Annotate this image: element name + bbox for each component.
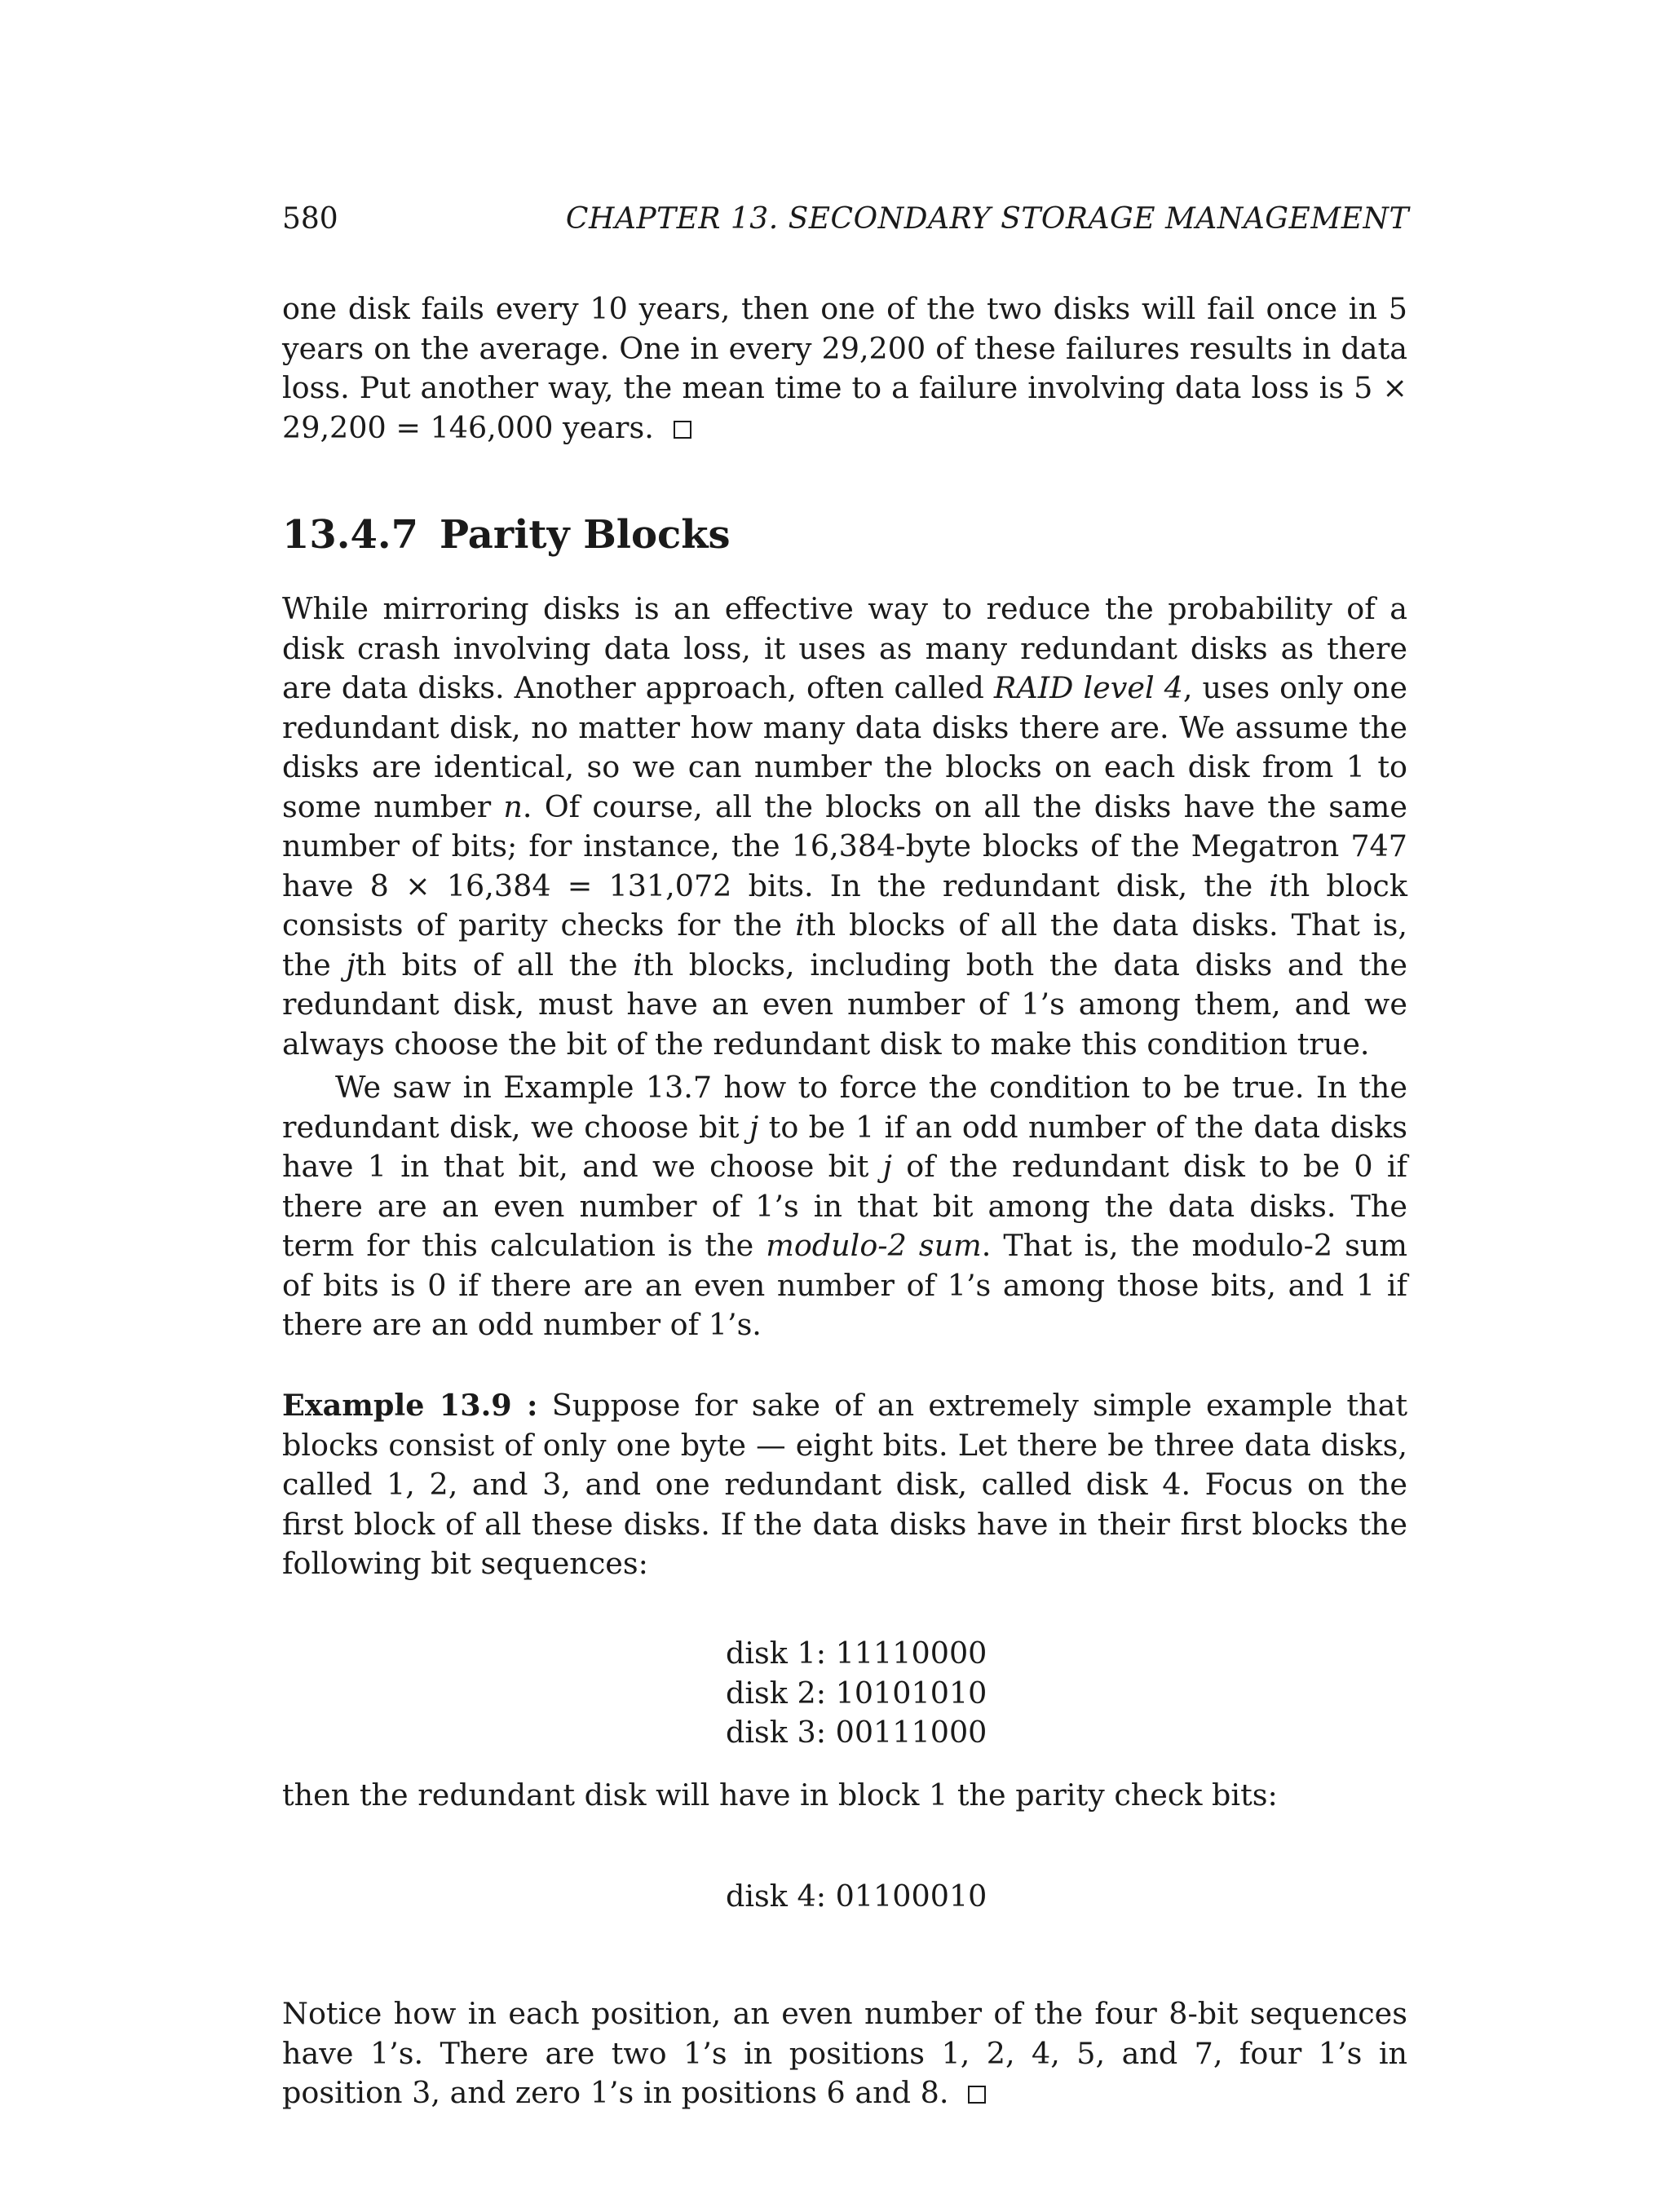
section-heading <box>282 512 731 558</box>
paragraph-modulo-2 <box>282 1068 1407 1345</box>
paragraph-continuation <box>282 289 1407 448</box>
term-raid-level-4: RAID level 4 <box>993 670 1183 705</box>
math-var-i: i <box>1269 868 1279 903</box>
disk-2-bits: disk 2: 10101010 <box>726 1675 987 1711</box>
paragraph-parity-intro <box>282 589 1407 1064</box>
math-var-n: n <box>503 788 523 824</box>
end-of-proof-icon <box>674 421 691 439</box>
running-head <box>282 202 1409 243</box>
conclusion-paragraph <box>282 1994 1407 2113</box>
math-var-i: i <box>633 947 643 982</box>
math-var-j: j <box>882 1149 892 1184</box>
end-of-example-icon <box>968 2086 986 2104</box>
text-run: . That is, the modulo-2 sum of bits is 0 if there are an even number of 1’s among those bits, and 1 if there are an odd number of 1’s. <box>282 1228 1407 1342</box>
chapter-title: CHAPTER 13. SECONDARY STORAGE MANAGEMENT <box>565 202 1409 236</box>
text-run: to be 1 if an odd number of the data disks have 1 in that bit, and we choose bit <box>282 1109 1407 1184</box>
text-run: th blocks of all the data disks. That is, the <box>282 907 1407 982</box>
page-number: 580 <box>282 202 338 236</box>
text-run: of the redundant disk to be 0 if there are an even number of 1’s in that bit among the data disks. The term for this calculation is the <box>282 1149 1408 1263</box>
example-text: Suppose for sake of an extremely simple example that blocks consist of only one byte — eight bits. Let there be three data disks, called 1, 2, and 3, and one redundant disk, called disk 4. Focus on the first block of all these disks. If the data disks have in their first blocks the following bit sequences: <box>282 1388 1407 1581</box>
disk-1-bits: disk 1: 11110000 <box>726 1636 987 1671</box>
conclusion-text: Notice how in each position, an even number of the four 8-bit sequences have 1’s. There are two 1’s in positions 1, 2, 4, 5, and 7, four 1’s in position 3, and zero 1’s in positions 6 and 8. <box>282 1996 1407 2110</box>
text-run: th block consists of parity checks for the <box>282 868 1407 943</box>
text-run: th blocks, including both the data disks and the redundant disk, must have an even number of 1’s among them, and we always choose the bit of the redundant disk to make this condition true. <box>282 947 1407 1062</box>
data-disks-display <box>726 1634 987 1753</box>
disk-3-bits: disk 3: 00111000 <box>726 1715 987 1750</box>
text-run: th bits of all the <box>355 947 634 982</box>
paragraph-text: one disk fails every 10 years, then one of the two disks will fail once in 5 years on the average. One in every 29,200 of these failures results in data loss. Put another way, the mean time to a failure involving data loss is 5 × 29,200 = 146,000 years. <box>282 291 1407 445</box>
text-run: . Of course, all the blocks on all the disks have the same number of bits; for instance, the 16,384-byte blocks of the Megatron 747 have 8 × 16,384 = 131,072 bits. In the redundant disk, the <box>282 788 1407 903</box>
transition-paragraph: then the redundant disk will have in block 1 the parity check bits: <box>282 1777 1278 1812</box>
disk-4-bits: disk 4: 01100010 <box>726 1879 987 1914</box>
text-run: We saw in Example 13.7 how to force the condition to be true. In the redundant disk, we choose bit <box>282 1070 1407 1145</box>
term-modulo-2-sum: modulo-2 sum <box>766 1228 982 1263</box>
math-var-j: j <box>346 947 356 982</box>
section-title: Parity Blocks <box>440 512 731 558</box>
text-run: , uses only one redundant disk, no matter how many data disks there are. We assume the disks are identical, so we can number the blocks on each disk from 1 to some number <box>282 670 1408 824</box>
redundant-disk-display <box>726 1877 987 1917</box>
example-label: Example 13.9 : <box>282 1388 538 1423</box>
text-run: While mirroring disks is an effective way to reduce the probability of a disk crash involving data loss, it uses as many redundant disks as there are data disks. Another approach, often called <box>282 591 1407 705</box>
example-paragraph <box>282 1386 1407 1584</box>
math-var-i: i <box>795 907 805 943</box>
math-var-j: j <box>749 1109 759 1145</box>
section-number: 13.4.7 <box>282 512 419 558</box>
